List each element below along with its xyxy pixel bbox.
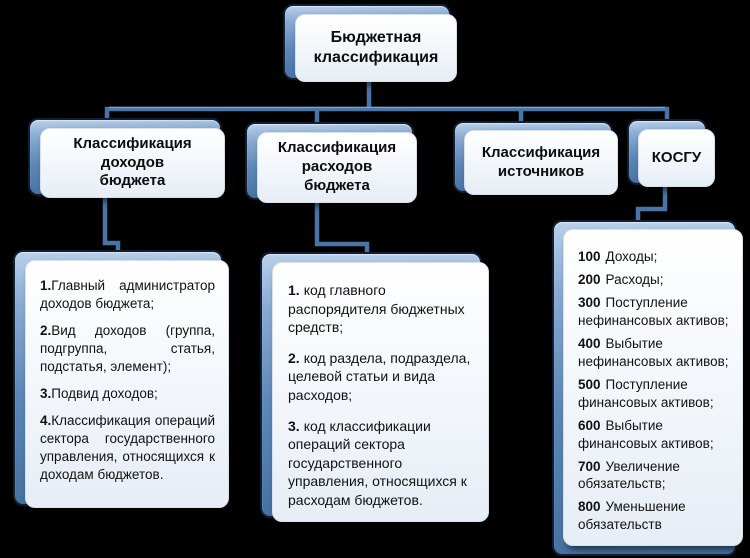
connector-kosgu-detail [638,185,665,225]
item-text: Выбытие финансовых активов; [578,417,714,451]
item-text: код классификации операций сектора государственного управления, относящихся к расходам бюджетов. [288,417,467,509]
item-code: 300 [578,294,601,310]
branch-kosgu-label: КОСГУ [651,148,702,166]
item-code: 800 [578,499,601,515]
branch-income-label: Классификация доходов бюджета [73,134,192,190]
list-item [40,412,215,484]
item-number: 2. [288,349,300,366]
item-text: Классификация операций сектора государственного управления, относящихся к доходам бюджетов. [40,412,215,482]
connector-expense-detail [317,200,367,257]
item-text: код главного распорядителя бюджетных средств; [288,282,465,336]
detail-box-income [25,260,229,508]
item-number: 3. [288,417,300,434]
item-text: Увеличение обязательств; [578,458,680,492]
detail-box-expense [272,262,489,522]
item-code: 100 [578,249,601,264]
item-code: 400 [578,335,601,351]
list-item [578,248,732,266]
item-code: 200 [578,271,601,287]
item-number: 2. [40,322,52,338]
item-text: Выбытие нефинансовых активов; [578,335,729,369]
branch-node-expense [257,132,417,203]
branch-expense-label: Классификация расходов бюджета [277,139,397,194]
list-item [40,385,215,403]
item-text: Поступление финансовых активов; [578,376,714,410]
branch-sources-label: Классификация источников [481,143,601,180]
item-text: Доходы; [605,249,658,264]
branch-node-sources [464,130,618,195]
list-item [40,322,215,376]
item-text: Подвид доходов; [51,385,158,401]
list-item [578,458,732,494]
item-text: Уменьшение обязательств [578,499,686,533]
item-number: 4. [40,412,52,428]
list-item [578,417,732,453]
list-item [288,281,474,337]
list-item [40,277,215,313]
item-number: 3. [40,385,52,401]
list-item [288,417,474,510]
list-item [578,335,732,371]
item-text: Расходы; [605,271,664,287]
branch-node-income [40,128,225,198]
item-number: 1. [288,282,300,298]
root-node-budget-classification [295,14,457,82]
list-item [288,349,474,405]
item-text: Вид доходов (группа, подгруппа, статья, подстатья, элемент); [40,322,215,374]
list-item [578,294,732,330]
item-code: 700 [578,458,601,474]
list-item [578,271,732,289]
item-code: 500 [578,376,601,392]
list-item [578,376,732,412]
item-text: код раздела, подраздела, целевой статьи и вида расходов; [288,349,471,404]
detail-box-kosgu-codes [563,229,743,546]
branch-node-kosgu [638,129,715,187]
item-number: 1. [40,278,52,293]
list-item [578,498,732,534]
connector-income-detail [105,195,118,255]
item-code: 600 [578,417,601,433]
item-text: Поступление нефинансовых активов; [578,294,729,328]
root-node-label: Бюджетная классификация [313,29,439,66]
item-text: Главный администратор доходов бюджета; [40,278,215,311]
